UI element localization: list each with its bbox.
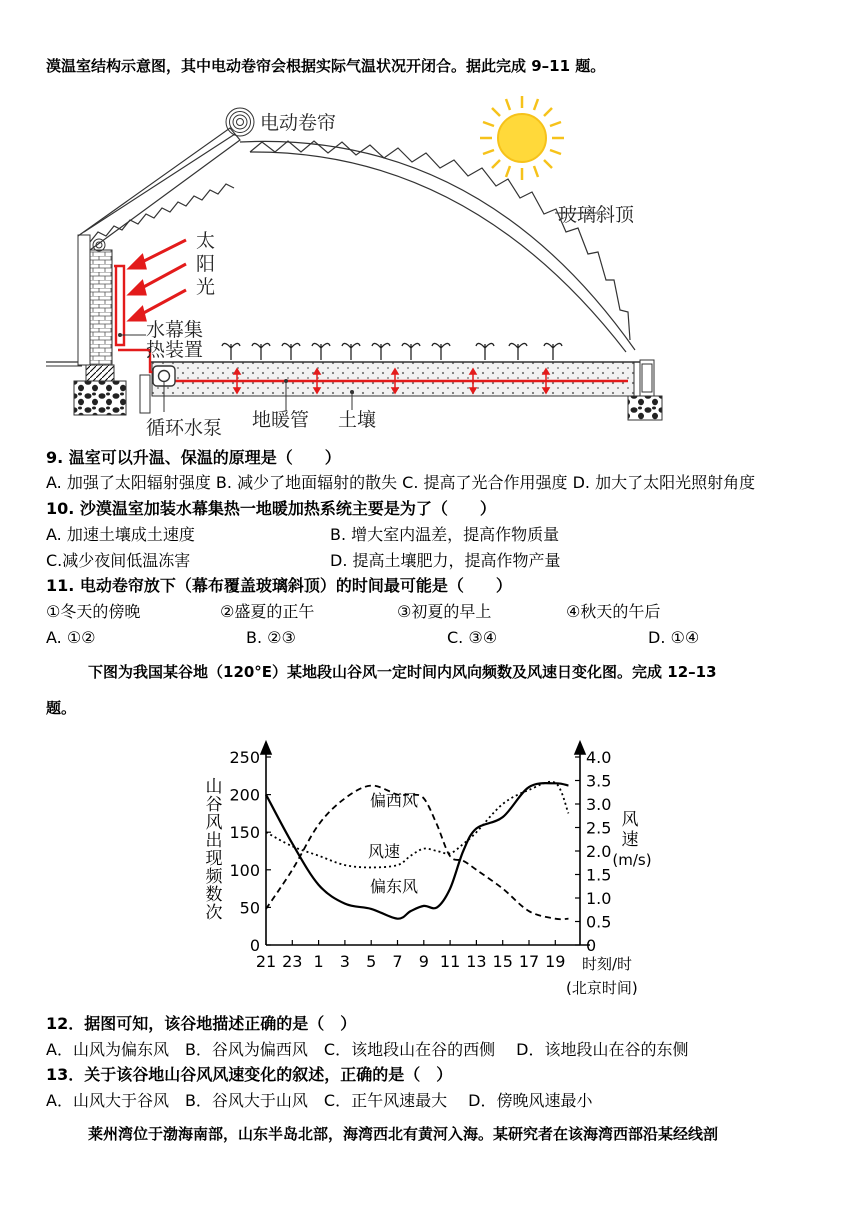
y-right-tick-label: 3.5	[586, 771, 612, 791]
x-tick-label: 19	[545, 952, 566, 971]
q13-options: A．山风大于谷风 B．谷风大于山风 C．正午风速最大 D．傍晚风速最小	[46, 1091, 593, 1110]
y-left-tick-label: 250	[229, 748, 260, 767]
sunlight-label-1: 太	[196, 230, 216, 252]
x-tick-label: 21	[255, 952, 277, 971]
y-right-tick-label: 3.0	[586, 795, 612, 814]
intro-line: 漠温室结构示意图，其中电动卷帘会根据实际气温状况开闭合。据此完成 9–11 题。	[46, 57, 606, 75]
x-tick-label: 9	[418, 952, 429, 971]
q12-stem: 12．据图可知，该谷地描述正确的是（ ）	[46, 1014, 357, 1033]
glass-roof	[240, 141, 635, 352]
roller-icon	[226, 108, 254, 136]
y-left-axis-label-char: 次	[205, 903, 223, 923]
y-right-tick-label: 1.5	[586, 865, 612, 885]
water-curtain-label-2: 热装置	[146, 339, 204, 361]
series-label: 风速	[368, 842, 401, 861]
para2-line1: 下图为我国某谷地（120°E）某地段山谷风一定时间内风向频数及风速日变化图。完成 12–13	[88, 663, 717, 681]
y-right-tick-label: 2.5	[586, 818, 612, 838]
y-left-tick-label: 150	[229, 823, 260, 843]
y-left-axis-label-char: 出	[205, 831, 223, 851]
last-line: 莱州湾位于渤海南部，山东半岛北部，海湾西北有黄河入海。某研究者在该海湾西部沿某经线剖	[88, 1125, 719, 1143]
y-right-axis-label-part: 风	[621, 810, 639, 830]
x-tick-label: 7	[392, 952, 403, 971]
q13-stem: 13．关于该谷地山谷风风速变化的叙述，正确的是（ ）	[46, 1065, 453, 1084]
x-tick-label: 15	[492, 952, 513, 971]
q10-stem: 10. 沙漠温室加装水幕集热一地暖加热系统主要是为了（ ）	[46, 499, 496, 518]
q11-option-a: A. ①②	[46, 628, 96, 647]
sunlight-arrows	[130, 240, 186, 320]
y-left-tick-label: 200	[229, 785, 260, 805]
q9-options: A. 加强了太阳辐射强度 B. 减少了地面辐射的散失 C. 提高了光合作用强度 D. 加大了太阳光照射角度	[46, 473, 756, 492]
y-left-axis-label-char: 山	[205, 777, 223, 797]
glass-roof-label: 玻璃斜顶	[558, 204, 635, 226]
y-left-axis-label-char: 现	[205, 849, 223, 869]
sunlight-label-2: 阳	[196, 253, 216, 275]
x-tick-label: 11	[439, 952, 461, 971]
y-right-axis-label-part: (m/s)	[612, 851, 652, 869]
q11-item-4: ④秋天的午后	[566, 602, 661, 621]
x-axis-label: 时刻/时	[582, 955, 633, 973]
plants	[222, 343, 562, 360]
x-tick-label: 1	[313, 952, 324, 971]
sunlight-label-3: 光	[196, 276, 216, 298]
q11-option-d: D. ①④	[648, 628, 700, 647]
y-left-tick-label: 0	[249, 936, 260, 955]
q11-option-c: C. ③④	[447, 628, 498, 647]
y-right-axis-label-part: 速	[621, 830, 639, 850]
left-foundation	[74, 381, 126, 415]
sun-icon	[480, 96, 564, 180]
x-axis-label-2: (北京时间)	[566, 979, 638, 997]
y-right-tick-label: 0	[586, 936, 597, 955]
y-right-tick-label: 2.0	[586, 842, 612, 861]
q11-item-3: ③初夏的早上	[397, 602, 492, 621]
x-tick-label: 5	[366, 952, 377, 971]
x-tick-label: 13	[466, 952, 487, 971]
x-tick-label: 23	[282, 952, 303, 971]
q11-option-b: B. ②③	[246, 628, 296, 647]
q10-option-c: C.减少夜间低温冻害	[46, 551, 191, 570]
y-left-axis-label-char: 谷	[205, 795, 223, 815]
roller-label: 电动卷帘	[260, 112, 337, 134]
q11-item-2: ②盛夏的正午	[220, 602, 315, 621]
y-left-axis-label-char: 频	[205, 867, 223, 887]
rear-roof-truss	[78, 128, 240, 250]
pump-label: 循环水泵	[146, 417, 223, 439]
q12-options: A．山风为偏东风 B．谷风为偏西风 C．该地段山在谷的西侧 D．该地段山在谷的东侧	[46, 1040, 689, 1059]
q11-stem: 11. 电动卷帘放下（幕布覆盖玻璃斜顶）的时间最可能是（ ）	[46, 576, 512, 595]
valley-wind-chart	[0, 735, 860, 1010]
q11-item-1: ①冬天的傍晚	[46, 602, 141, 621]
y-left-tick-label: 100	[229, 860, 260, 880]
q10-option-a: A. 加速土壤成土速度	[46, 525, 195, 544]
q10-option-b: B. 增大室内温差，提高作物质量	[330, 525, 560, 544]
y-right-tick-label: 0.5	[586, 912, 612, 932]
x-tick-label: 3	[339, 952, 350, 971]
y-left-tick-label: 50	[239, 898, 260, 918]
y-left-axis-label-char: 数	[205, 885, 223, 905]
right-foundation	[628, 396, 662, 420]
y-left-axis-label-char: 风	[205, 813, 223, 833]
x-tick-label: 17	[518, 952, 540, 971]
rear-wall	[90, 250, 112, 365]
q10-option-d: D. 提高土壤肥力，提高作物产量	[330, 551, 561, 570]
water-curtain-label-1: 水幕集	[146, 319, 204, 341]
floor-pipe-label: 地暖管	[252, 409, 310, 431]
y-right-tick-label: 4.0	[586, 748, 612, 767]
y-right-tick-label: 1.0	[586, 889, 612, 908]
soil-label: 土壤	[338, 409, 377, 431]
para2-line2: 题。	[46, 699, 77, 717]
q9-stem: 9. 温室可以升温、保温的原理是（ ）	[46, 448, 341, 467]
series-label: 偏西风	[370, 791, 419, 810]
series-label: 偏东风	[370, 877, 419, 896]
greenhouse-diagram	[0, 90, 860, 535]
